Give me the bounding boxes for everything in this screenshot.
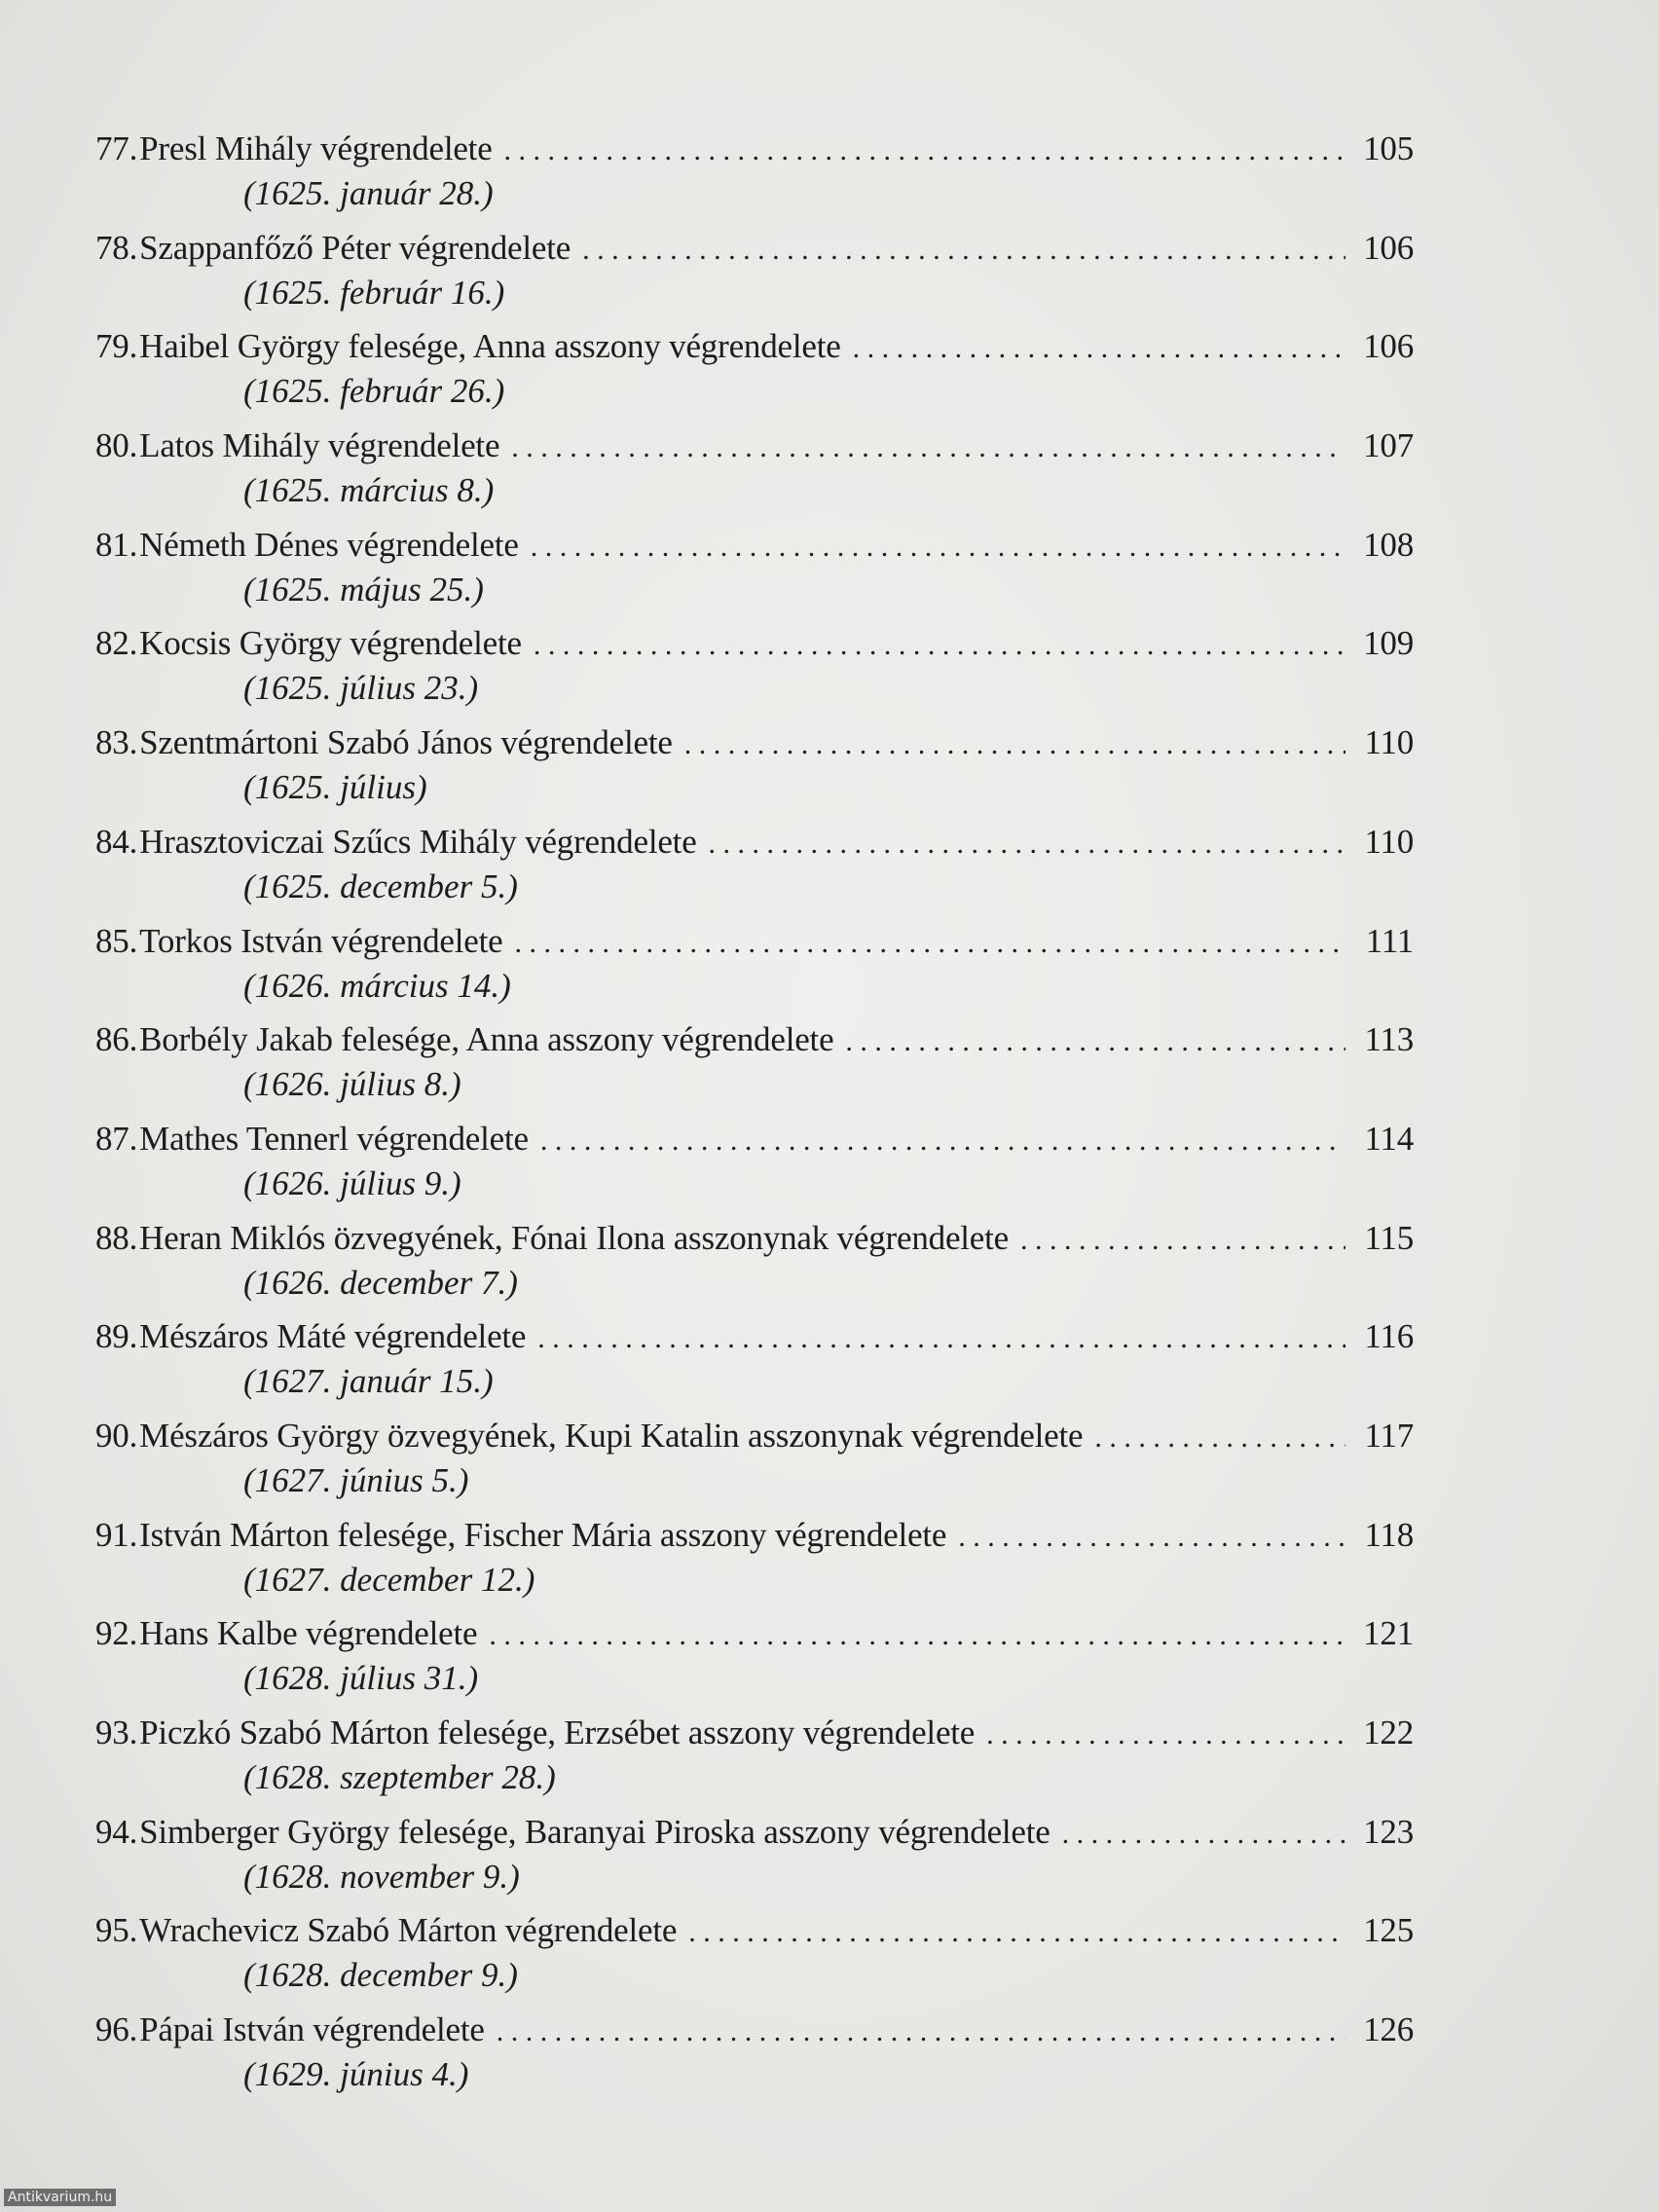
toc-entry	[95, 1910, 1414, 2009]
entry-title: Mathes Tennerl végrendelete	[139, 1119, 529, 1158]
entry-date: (1628. november 9.)	[243, 1857, 520, 1896]
toc-entry	[95, 1019, 1414, 1119]
entry-date: (1629. június 4.)	[243, 2055, 469, 2094]
dot-leader	[497, 2011, 1346, 2052]
entry-number: 85.	[95, 921, 138, 960]
toc-entry	[95, 921, 1414, 1020]
entry-number: 78.	[95, 228, 138, 267]
dot-leader	[1020, 1220, 1346, 1261]
entry-date: (1625. július 23.)	[243, 669, 479, 708]
entry-date: (1626. december 7.)	[243, 1263, 518, 1302]
entry-page-number: 121	[1363, 1614, 1414, 1653]
dot-leader	[489, 1615, 1346, 1656]
entry-date: (1628. július 31.)	[243, 1659, 479, 1698]
entry-date: (1626. március 14.)	[243, 966, 511, 1005]
entry-title: Presl Mihály végrendelete	[139, 129, 493, 167]
entry-page-number: 110	[1364, 723, 1414, 762]
toc-entry	[95, 525, 1414, 624]
entry-number: 95.	[95, 1911, 138, 1950]
entry-title: Wrachevicz Szabó Márton végrendelete	[139, 1911, 678, 1950]
entry-page-number: 117	[1364, 1416, 1414, 1455]
entry-page-number: 105	[1363, 129, 1414, 167]
toc-entry	[95, 822, 1414, 921]
dot-leader	[688, 1912, 1346, 1953]
entry-page-number: 125	[1363, 1911, 1414, 1950]
toc-entry	[95, 1416, 1414, 1515]
dot-leader	[514, 923, 1346, 964]
entry-number: 86.	[95, 1020, 138, 1059]
entry-title: Simberger György felesége, Baranyai Piroska asszony végrendelete	[139, 1812, 1051, 1851]
entry-page-number: 115	[1364, 1218, 1414, 1257]
dot-leader	[1094, 1418, 1346, 1458]
entry-number: 84.	[95, 822, 138, 861]
toc-entry	[95, 425, 1414, 525]
entry-page-number: 118	[1364, 1515, 1414, 1554]
dot-leader	[582, 230, 1346, 271]
entry-number: 93.	[95, 1714, 138, 1751]
entry-date: (1627. december 12.)	[243, 1560, 535, 1599]
dot-leader	[531, 527, 1346, 568]
entry-page-number: 106	[1363, 228, 1414, 267]
entry-date: (1625. december 5.)	[243, 866, 518, 905]
entry-date: (1625. március 8.)	[243, 471, 495, 510]
entry-date: (1626. július 8.)	[243, 1065, 461, 1104]
dot-leader	[537, 1318, 1346, 1359]
entry-title: Kocsis György végrendelete	[139, 624, 522, 663]
toc-entry	[95, 1713, 1414, 1812]
dot-leader	[534, 625, 1346, 666]
entry-title: Pápai István végrendelete	[139, 2010, 485, 2049]
entry-date: (1627. január 15.)	[243, 1362, 494, 1401]
entry-number: 82.	[95, 624, 138, 663]
entry-date: (1628. december 9.)	[243, 1956, 518, 1995]
watermark: Antikvarium.hu	[4, 2189, 116, 2206]
toc-entry	[95, 1812, 1414, 1911]
toc-entry	[95, 1316, 1414, 1416]
entry-number: 89.	[95, 1317, 138, 1356]
entry-number: 94.	[95, 1812, 138, 1851]
entry-number: 81.	[95, 525, 138, 564]
toc-entry	[95, 2009, 1414, 2109]
entry-date: (1625. január 28.)	[243, 174, 494, 212]
dot-leader	[504, 130, 1346, 171]
toc-entry	[95, 1613, 1414, 1713]
entry-page-number: 116	[1364, 1317, 1414, 1356]
entry-page-number: 122	[1363, 1714, 1414, 1751]
entry-page-number: 114	[1364, 1119, 1414, 1158]
entry-title: Mészáros György özvegyének, Kupi Katalin asszonynak végrendelete	[139, 1416, 1084, 1455]
entry-page-number: 123	[1363, 1812, 1414, 1851]
dot-leader	[709, 824, 1346, 865]
entry-title: Szentmártoni Szabó János végrendelete	[139, 723, 673, 762]
entry-title: Mészáros Máté végrendelete	[139, 1317, 527, 1356]
entry-number: 90.	[95, 1416, 138, 1455]
entry-number: 79.	[95, 327, 138, 366]
entry-page-number: 107	[1363, 426, 1414, 465]
entry-number: 92.	[95, 1614, 138, 1653]
entry-page-number: 109	[1363, 624, 1414, 663]
entry-title: Borbély Jakab felesége, Anna asszony végrendelete	[139, 1020, 834, 1059]
entry-title: István Márton felesége, Fischer Mária asszony végrendelete	[139, 1515, 947, 1554]
toc-entry	[95, 326, 1414, 425]
entry-title: Latos Mihály végrendelete	[139, 426, 500, 465]
dot-leader	[540, 1121, 1346, 1161]
entry-number: 88.	[95, 1218, 138, 1257]
table-of-contents	[95, 129, 1414, 2109]
entry-page-number: 111	[1365, 921, 1414, 960]
dot-leader	[684, 724, 1346, 765]
dot-leader	[958, 1517, 1346, 1558]
entry-title: Németh Dénes végrendelete	[139, 525, 519, 564]
toc-entry	[95, 1119, 1414, 1218]
entry-number: 77.	[95, 129, 138, 167]
entry-title: Torkos István végrendelete	[139, 921, 503, 960]
entry-date: (1625. február 16.)	[243, 273, 505, 312]
entry-page-number: 106	[1363, 327, 1414, 366]
entry-number: 96.	[95, 2010, 138, 2049]
toc-entry	[95, 623, 1414, 722]
entry-date: (1626. július 9.)	[243, 1163, 461, 1202]
entry-date: (1625. február 26.)	[243, 372, 505, 411]
entry-date: (1627. június 5.)	[243, 1460, 469, 1499]
dot-leader	[986, 1714, 1346, 1755]
entry-title: Heran Miklós özvegyének, Fónai Ilona asszonynak végrendelete	[139, 1218, 1009, 1257]
entry-page-number: 113	[1364, 1020, 1414, 1059]
dot-leader	[511, 427, 1346, 468]
entry-date: (1628. szeptember 28.)	[243, 1758, 556, 1796]
toc-entry	[95, 1515, 1414, 1614]
entry-number: 83.	[95, 723, 138, 762]
entry-page-number: 110	[1364, 822, 1414, 861]
dot-leader	[1062, 1814, 1346, 1855]
entry-page-number: 108	[1363, 525, 1414, 564]
entry-title: Hans Kalbe végrendelete	[139, 1614, 478, 1653]
entry-number: 91.	[95, 1515, 138, 1554]
entry-number: 87.	[95, 1119, 138, 1158]
entry-date: (1625. július)	[243, 768, 427, 807]
toc-entry	[95, 228, 1414, 327]
dot-leader	[853, 328, 1346, 369]
entry-date: (1625. május 25.)	[243, 570, 484, 608]
toc-entry	[95, 1218, 1414, 1317]
entry-page-number: 126	[1363, 2010, 1414, 2049]
toc-entry	[95, 722, 1414, 822]
entry-title: Hrasztoviczai Szűcs Mihály végrendelete	[139, 822, 697, 861]
toc-entry	[95, 129, 1414, 228]
entry-title: Szappanfőző Péter végrendelete	[139, 228, 571, 267]
entry-title: Haibel György felesége, Anna asszony végrendelete	[139, 327, 841, 366]
entry-number: 80.	[95, 426, 138, 465]
dot-leader	[845, 1021, 1346, 1062]
entry-title: Piczkó Szabó Márton felesége, Erzsébet asszony végrendelete	[139, 1714, 976, 1751]
